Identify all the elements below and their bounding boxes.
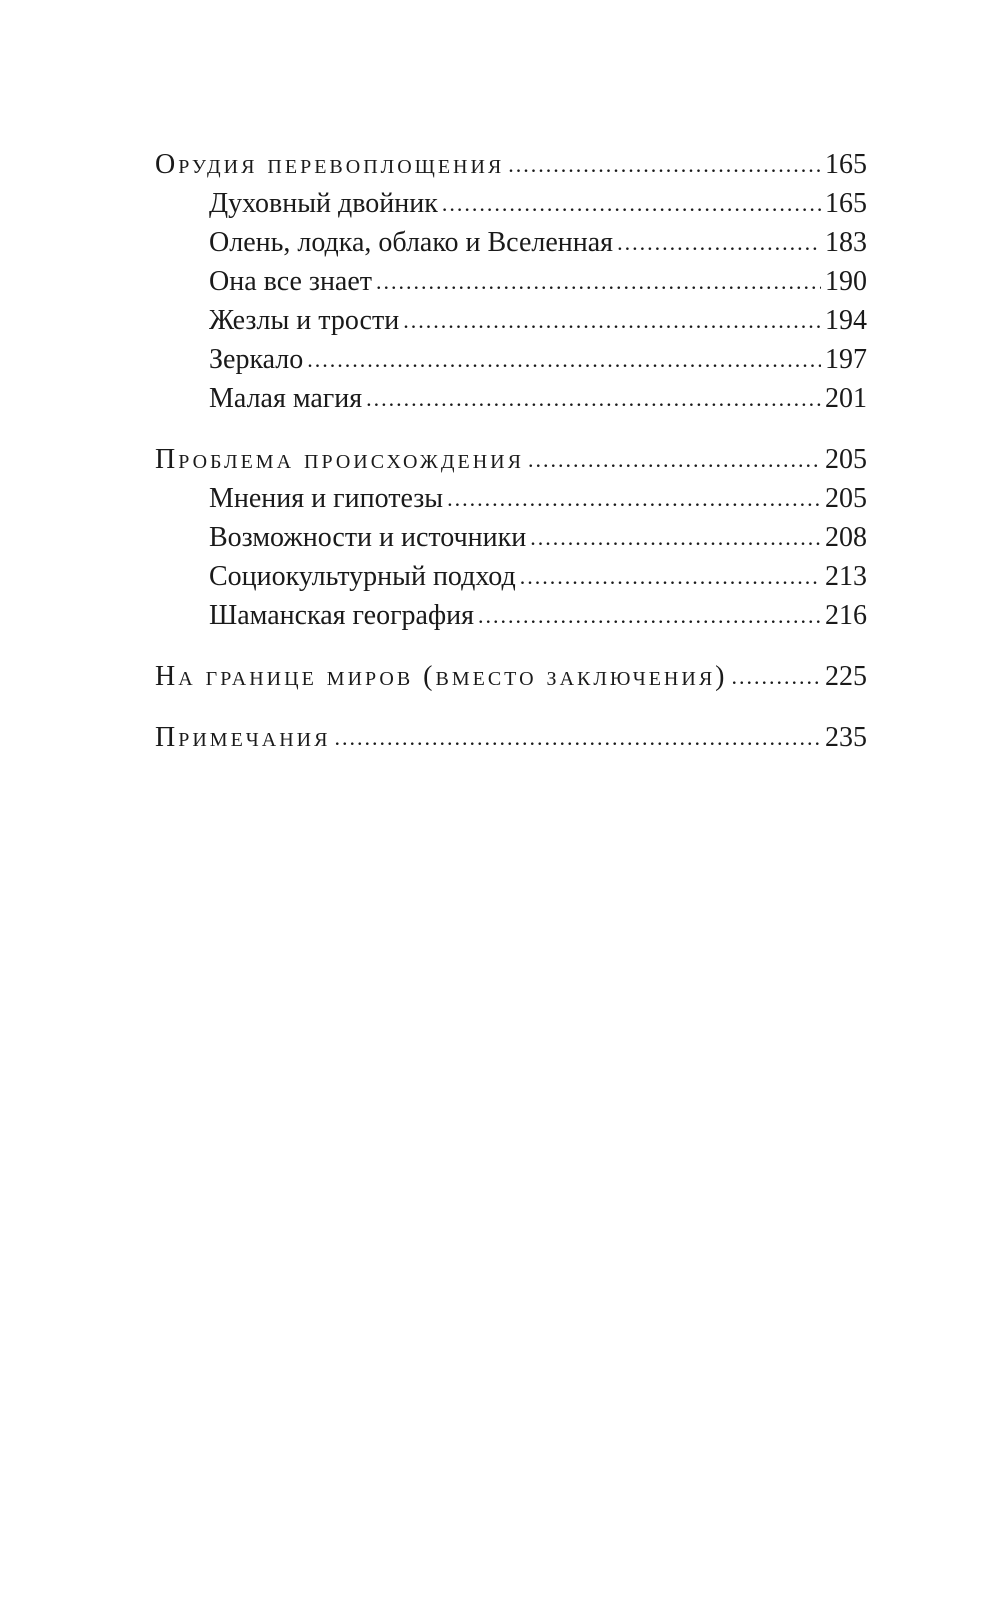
dot-leader: [447, 478, 821, 518]
subsection-title: Зеркало: [209, 344, 304, 375]
page-number: 225: [825, 661, 867, 692]
toc-section: [155, 718, 867, 757]
dot-leader: [508, 144, 821, 184]
page-number: 197: [825, 344, 867, 375]
subsection-title: Жезлы и трости: [209, 305, 400, 336]
subsection-title: Олень, лодка, облако и Вселенная: [209, 227, 614, 258]
chapter-title: Орудия перевоплощения: [155, 149, 505, 180]
toc-section: [155, 145, 867, 418]
page-number: 216: [825, 600, 867, 631]
subsection-title: Мнения и гипотезы: [209, 483, 444, 514]
toc-subsection-entry[interactable]: [155, 479, 867, 518]
dot-leader: [732, 656, 822, 696]
toc-chapter-entry[interactable]: [155, 657, 867, 696]
dot-leader: [403, 300, 821, 340]
page-number: 165: [825, 149, 867, 180]
page-number: 194: [825, 305, 867, 336]
chapter-title: На границе миров (вместо заключения): [155, 661, 728, 692]
page-number: 190: [825, 266, 867, 297]
chapter-title: Примечания: [155, 722, 331, 753]
page-number: 205: [825, 483, 867, 514]
toc-subsection-entry[interactable]: [155, 301, 867, 340]
toc-chapter-entry[interactable]: [155, 440, 867, 479]
dot-leader: [442, 183, 821, 223]
toc-section: [155, 657, 867, 696]
page-number: 183: [825, 227, 867, 258]
toc-section: [155, 440, 867, 635]
dot-leader: [617, 222, 821, 262]
subsection-title: Духовный двойник: [209, 188, 438, 219]
toc-subsection-entry[interactable]: [155, 379, 867, 418]
toc-subsection-entry[interactable]: [155, 223, 867, 262]
table-of-contents: [155, 145, 867, 779]
dot-leader: [376, 261, 821, 301]
subsection-title: Шаманская география: [209, 600, 474, 631]
toc-subsection-entry[interactable]: [155, 184, 867, 223]
dot-leader: [530, 517, 821, 557]
subsection-title: Малая магия: [209, 383, 363, 414]
toc-subsection-entry[interactable]: [155, 262, 867, 301]
dot-leader: [478, 595, 821, 635]
toc-subsection-entry[interactable]: [155, 518, 867, 557]
page-number: 213: [825, 561, 867, 592]
page-number: 208: [825, 522, 867, 553]
chapter-title: Проблема происхождения: [155, 444, 524, 475]
dot-leader: [366, 378, 821, 418]
toc-subsection-entry[interactable]: [155, 596, 867, 635]
subsection-title: Возможности и источники: [209, 522, 527, 553]
dot-leader: [307, 339, 821, 379]
toc-subsection-entry[interactable]: [155, 340, 867, 379]
toc-subsection-entry[interactable]: [155, 557, 867, 596]
page-number: 165: [825, 188, 867, 219]
page-number: 235: [825, 722, 867, 753]
toc-chapter-entry[interactable]: [155, 145, 867, 184]
dot-leader: [334, 717, 821, 757]
page-number: 205: [825, 444, 867, 475]
dot-leader: [520, 556, 821, 596]
toc-chapter-entry[interactable]: [155, 718, 867, 757]
subsection-title: Она все знает: [209, 266, 373, 297]
dot-leader: [528, 439, 821, 479]
subsection-title: Социокультурный подход: [209, 561, 516, 592]
page-number: 201: [825, 383, 867, 414]
